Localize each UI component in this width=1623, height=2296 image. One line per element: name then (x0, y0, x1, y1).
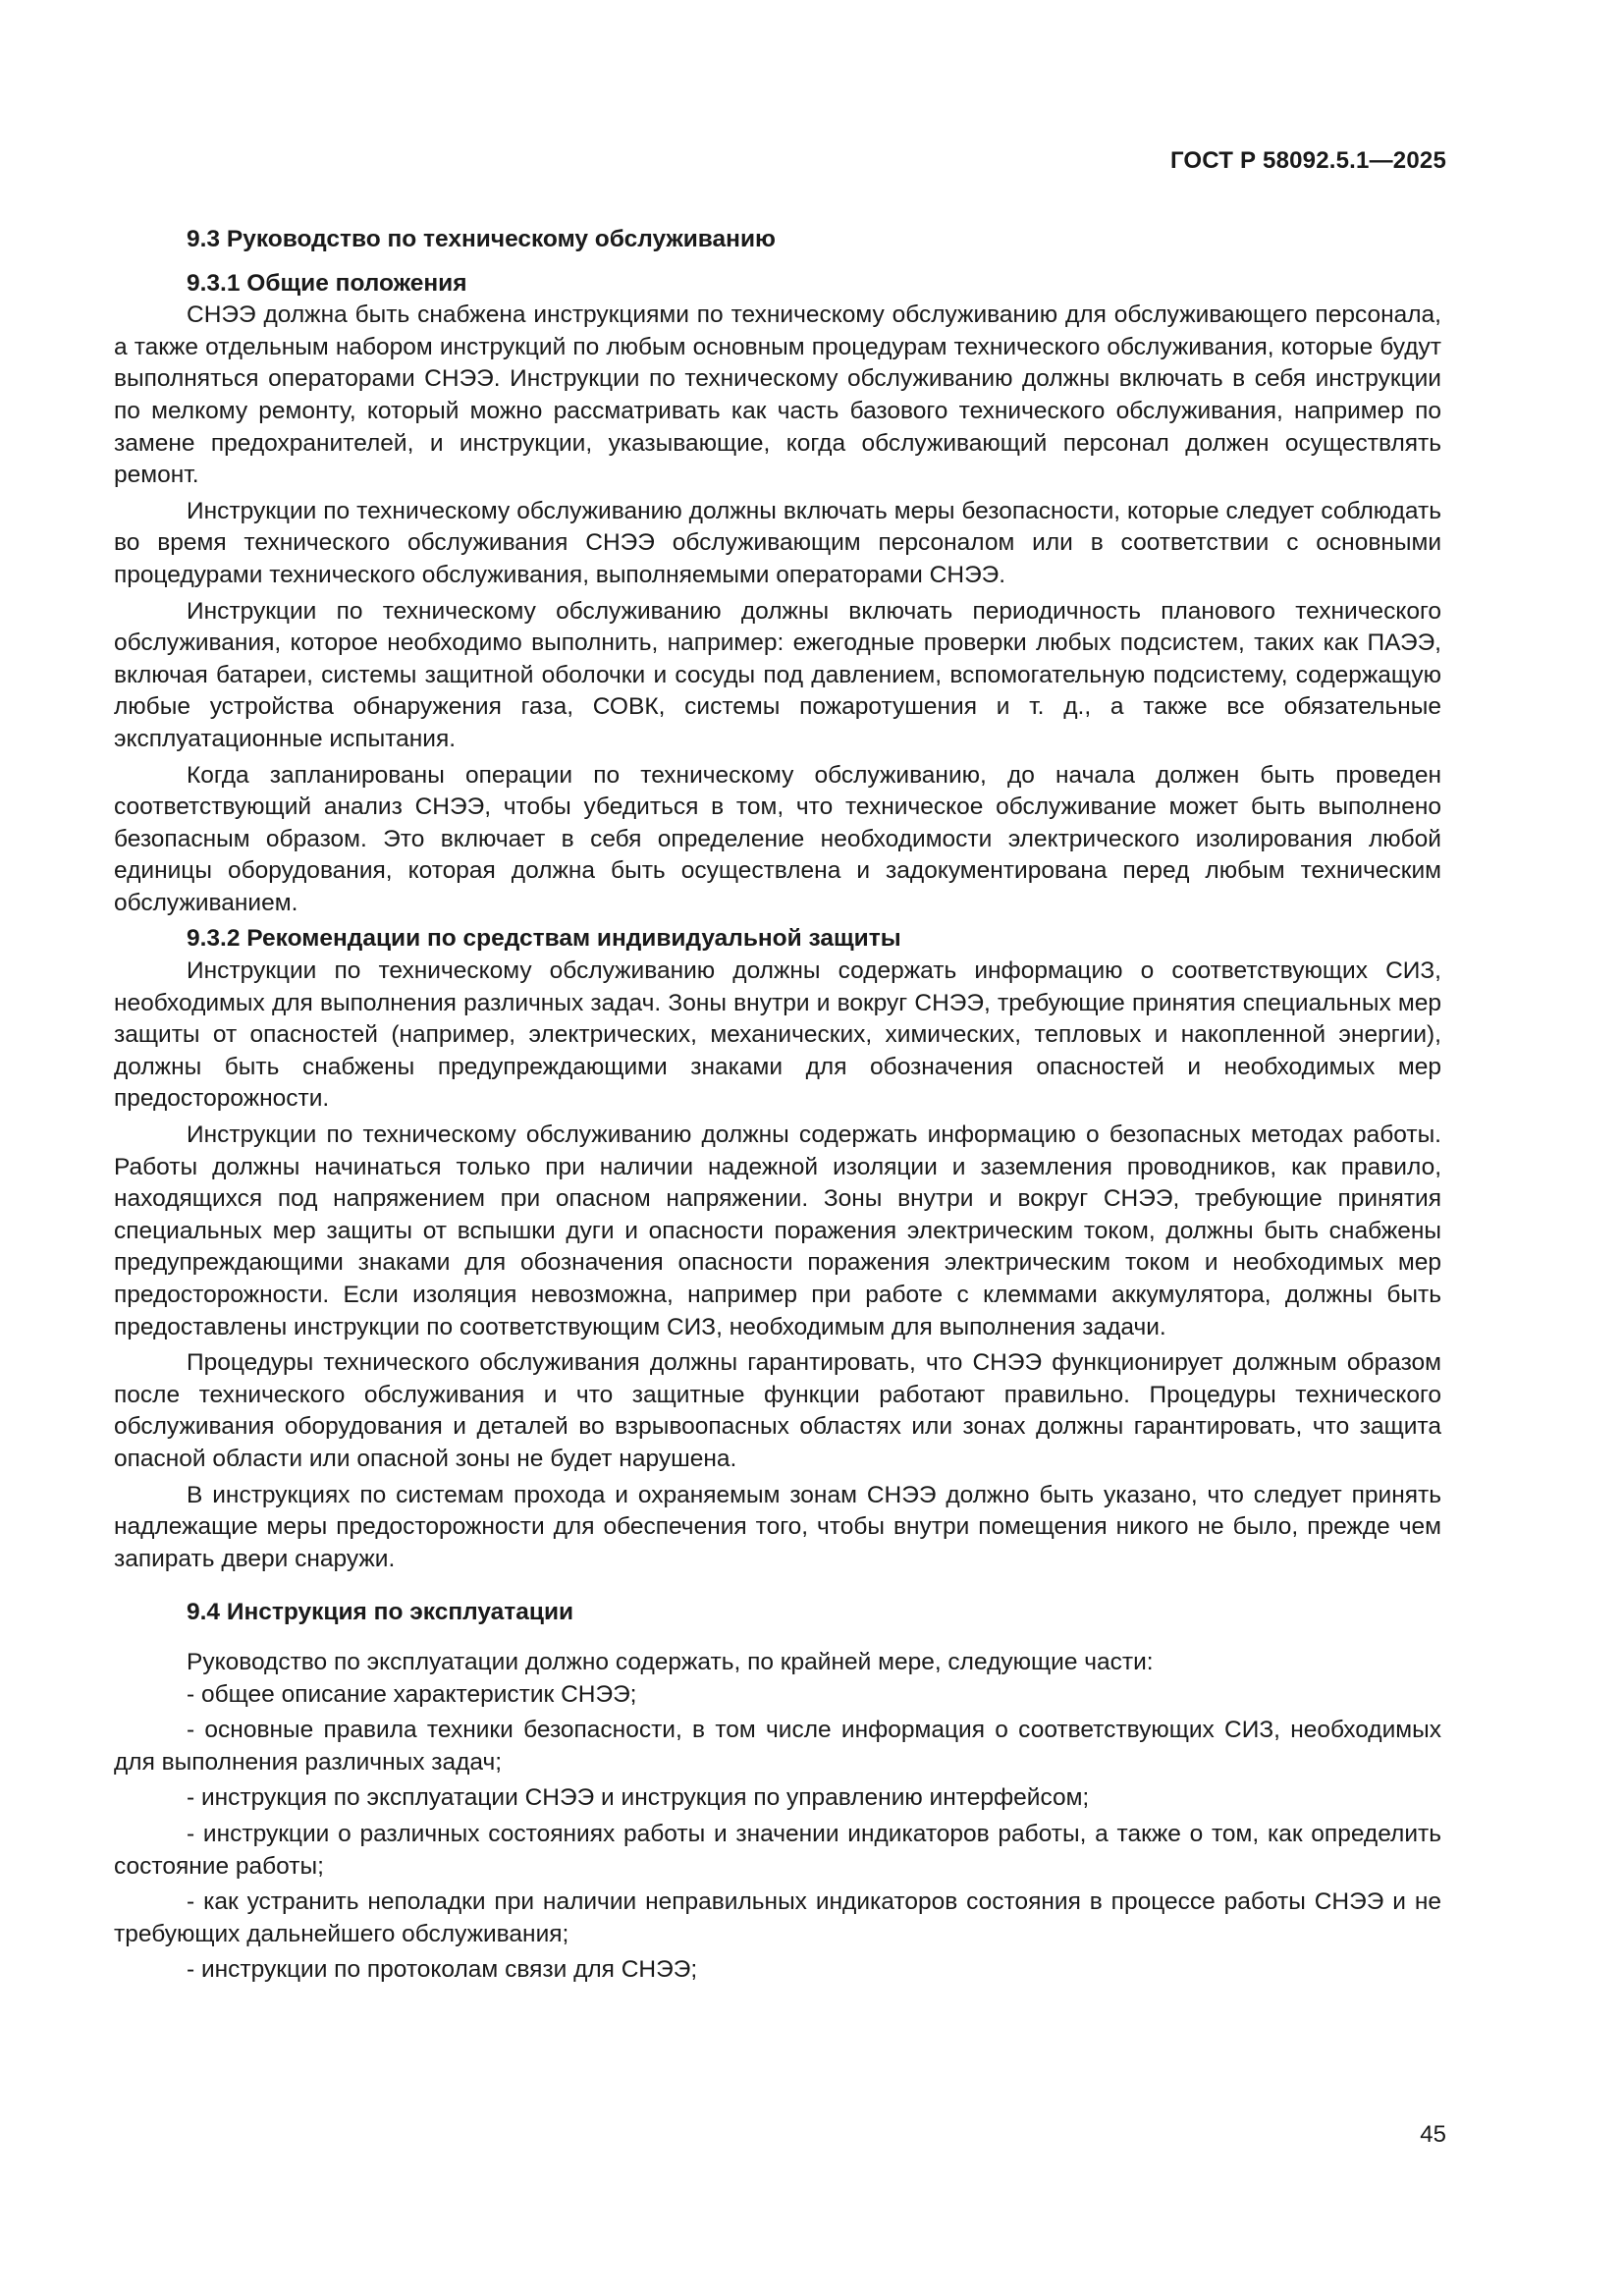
standard-code-header: ГОСТ Р 58092.5.1—2025 (1169, 147, 1446, 174)
paragraph: Инструкции по техническому обслуживанию должны включать периодичность планового технического обслуживания, которое необходимо выполнить, например: ежегодные проверки любых подсистем, таких как ПАЭЭ, включая батареи, системы защитной оболочки и сосуды под давлением, вспомогательную подсистему, содержащую любые устройства обнаружения газа, СОВК, системы пожаротушения и т. д., а также все обязательные эксплуатационные испытания. (114, 597, 1441, 752)
paragraph: Инструкции по техническому обслуживанию должны включать меры безопасности, которые следует соблюдать во время технического обслуживания СНЭЭ обслуживающим персоналом или в соответствии с основными процедурами технического обслуживания, выполняемыми операторами СНЭЭ. (114, 497, 1441, 588)
paragraph: Процедуры технического обслуживания должны гарантировать, что СНЭЭ функционирует должным образом после технического обслуживания и что защитные функции работают правильно. Процедуры технического обслуживания оборудования и деталей во взрывоопасных областях или зонах должны гарантировать, что защита опасной области или опасной зоны не будет нарушена. (114, 1349, 1441, 1472)
paragraph: Инструкции по техническому обслуживанию должны содержать информацию о безопасных методах работы. Работы должны начинаться только при наличии надежной изоляции и заземления проводников, как правило, находящихся под напряжением при опасном напряжении. Зоны внутри и вокруг СНЭЭ, требующие принятия специальных мер защиты от вспышки дуги и опасности поражения электрическим током, должны быть снабжены предупреждающими знаками для обозначения опасности поражения электрическим током и необходимых мер предосторожности. Если изоляция невозможна, например при работе с клеммами аккумулятора, должны быть предоставлены инструкции по соответствующим СИЗ, необходимым для выполнения задачи. (114, 1121, 1441, 1340)
paragraph: Когда запланированы операции по техническому обслуживанию, до начала должен быть проведен соответствующий анализ СНЭЭ, чтобы убедиться в том, что техническое обслуживание может быть выполнено безопасным образом. Это включает в себя определение необходимости электрического изолирования любой единицы оборудования, которая должна быть осуществлена и задокументирована перед любым техническим обслуживанием. (114, 761, 1441, 916)
subsection-9-3-2-title: 9.3.2 Рекомендации по средствам индивидуальной защиты (187, 925, 901, 953)
list-item: - общее описание характеристик СНЭЭ; (187, 1680, 637, 1708)
page-content (114, 224, 1441, 1991)
list-item: - инструкции по протоколам связи для СНЭЭ; (187, 1956, 698, 1984)
list-item: - инструкция по эксплуатации СНЭЭ и инструкция по управлению интерфейсом; (187, 1784, 1090, 1812)
list-intro: Руководство по эксплуатации должно содержать, по крайней мере, следующие части: (187, 1648, 1154, 1675)
list-item: - как устранить неполадки при наличии неправильных индикаторов состояния в процессе работы СНЭЭ и не требующих дальнейшего обслуживания; (114, 1888, 1441, 1947)
section-9-3-title: 9.3 Руководство по техническому обслуживанию (187, 226, 776, 252)
page-number: 45 (1420, 2121, 1446, 2148)
paragraph: В инструкциях по системам прохода и охраняемым зонам СНЭЭ должно быть указано, что следует принять надлежащие меры предосторожности для обеспечения того, чтобы внутри помещения никого не было, прежде чем запирать двери снаружи. (114, 1481, 1441, 1572)
list-item: - инструкции о различных состояниях работы и значении индикаторов работы, а также о том, как определить состояние работы; (114, 1820, 1441, 1880)
section-9-4-title: 9.4 Инструкция по эксплуатации (187, 1599, 574, 1626)
list-item: - основные правила техники безопасности, в том числе информация о соответствующих СИЗ, необходимых для выполнения различных задач; (114, 1717, 1441, 1776)
paragraph: Инструкции по техническому обслуживанию должны содержать информацию о соответствующих СИЗ, необходимых для выполнения различных задач. Зоны внутри и вокруг СНЭЭ, требующие принятия специальных мер защиты от опасностей (например, электрических, механических, химических, тепловых и накопленной энергии), должны быть снабжены предупреждающими знаками для обозначения опасностей и необходимых мер предосторожности. (114, 957, 1441, 1113)
requirements-list (114, 1679, 1441, 1987)
subsection-9-3-1-title: 9.3.1 Общие положения (187, 269, 467, 297)
paragraph: СНЭЭ должна быть снабжена инструкциями по техническому обслуживанию для обслуживающего персонала, а также отдельным набором инструкций по любым основным процедурам технического обслуживания, которые будут выполняться операторами СНЭЭ. Инструкции по техническому обслуживанию должны включать в себя инструкции по мелкому ремонту, который можно рассматривать как часть базового технического обслуживания, например по замене предохранителей, и инструкции, указывающие, когда обслуживающий персонал должен осуществлять ремонт. (114, 301, 1441, 489)
